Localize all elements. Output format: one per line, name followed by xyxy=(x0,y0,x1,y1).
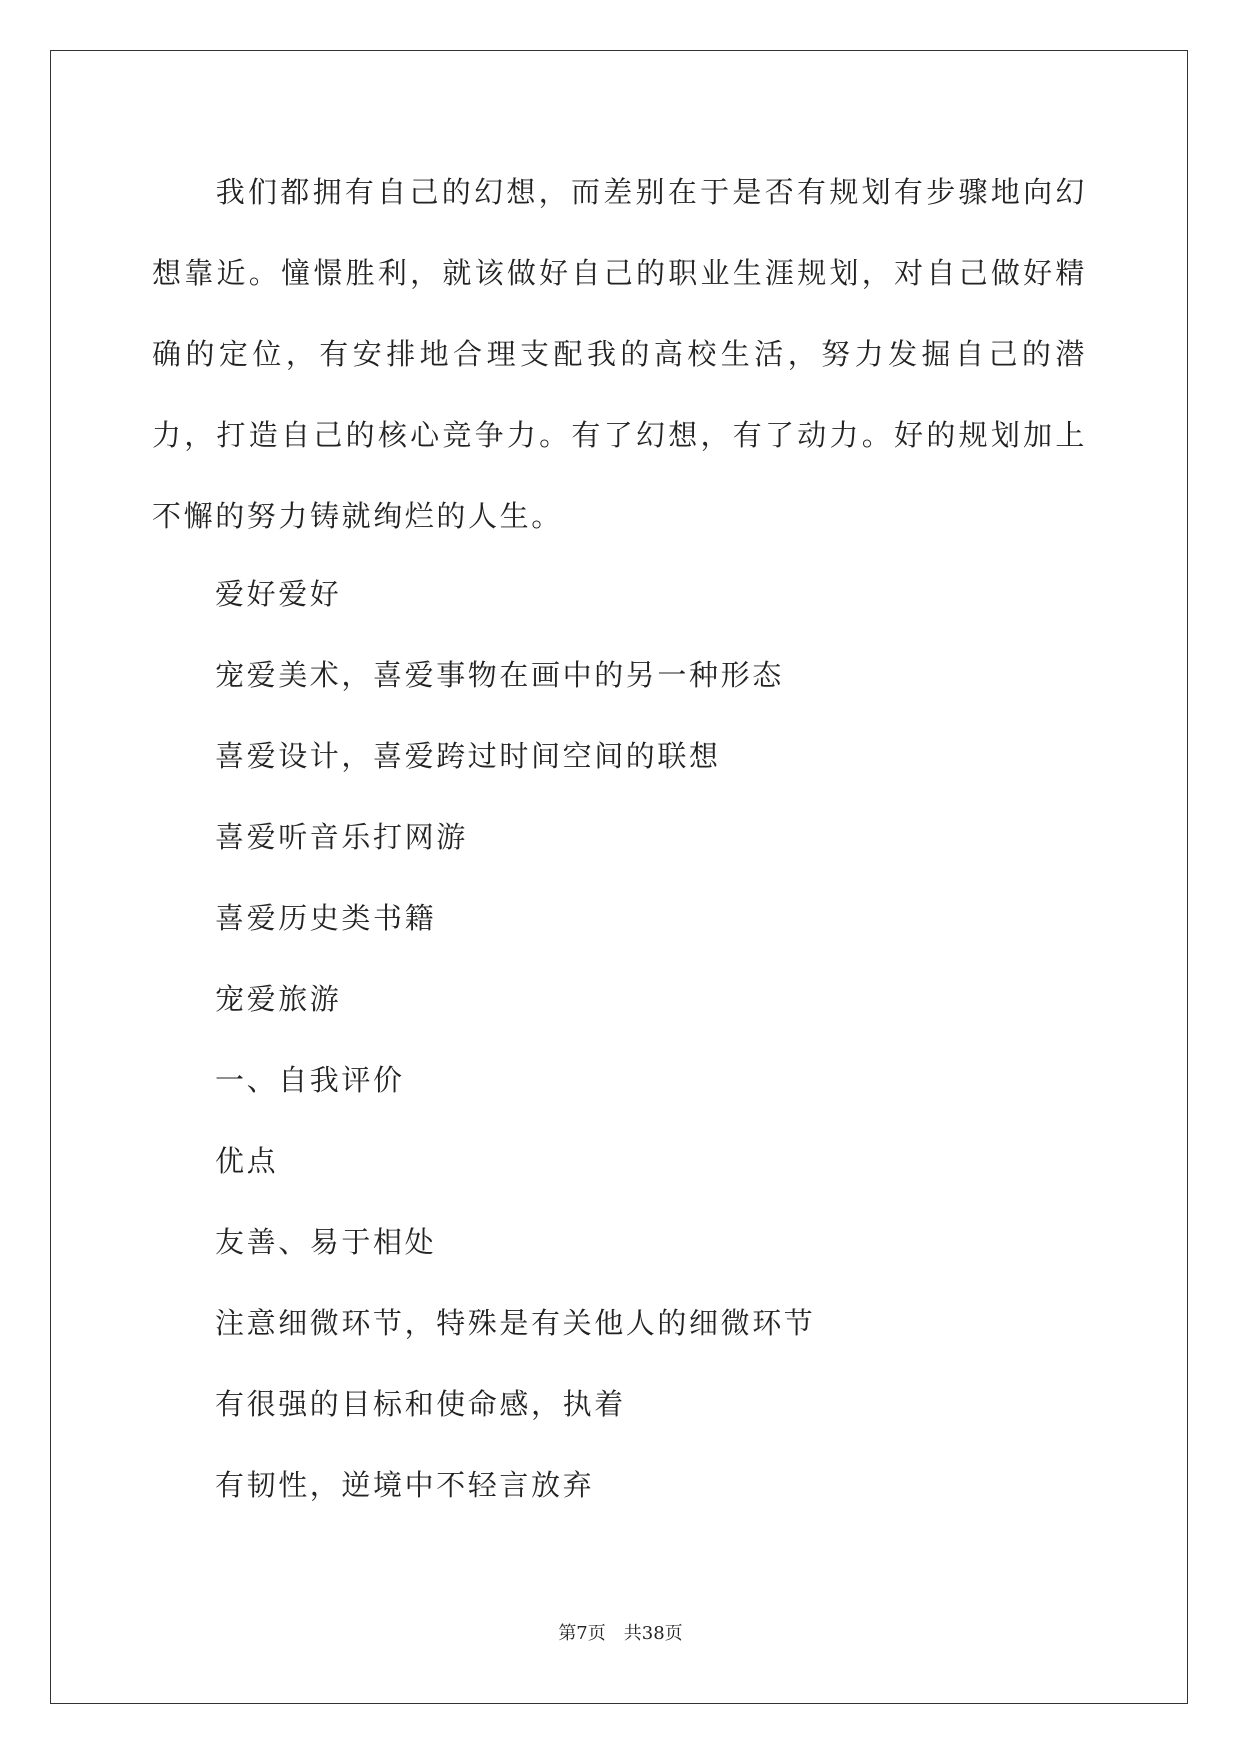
text-line: 注意细微环节，特殊是有关他人的细微环节 xyxy=(215,1306,816,1340)
text-line: 宠爱美术，喜爱事物在画中的另一种形态 xyxy=(215,658,784,692)
page-number: 第7页 共38页 xyxy=(558,1623,683,1644)
section-heading: 一、自我评价 xyxy=(215,1063,405,1097)
text-line: 喜爱历史类书籍 xyxy=(215,901,437,935)
text-line: 爱好爱好 xyxy=(215,577,342,611)
text-line: 喜爱设计，喜爱跨过时间空间的联想 xyxy=(215,739,721,773)
subheading: 优点 xyxy=(215,1144,279,1178)
text-line: 喜爱听音乐打网游 xyxy=(215,820,468,854)
body-paragraph xyxy=(152,152,1087,557)
paragraph-text: 我们都拥有自己的幻想，而差别在于是否有规划有步骤地向幻想靠近。憧憬胜利，就该做好自己的职业生涯规划，对自己做好精确的定位，有安排地合理支配我的高校生活，努力发掘自己的潜力，打造自己的核心竞争力。有了幻想，有了动力。好的规划加上不懈的努力铸就绚烂的人生。 xyxy=(152,175,1087,533)
text-line: 有很强的目标和使命感，执着 xyxy=(215,1387,626,1421)
text-line: 有韧性，逆境中不轻言放弃 xyxy=(215,1468,595,1502)
text-line: 宠爱旅游 xyxy=(215,982,342,1016)
text-line: 友善、易于相处 xyxy=(215,1225,437,1259)
